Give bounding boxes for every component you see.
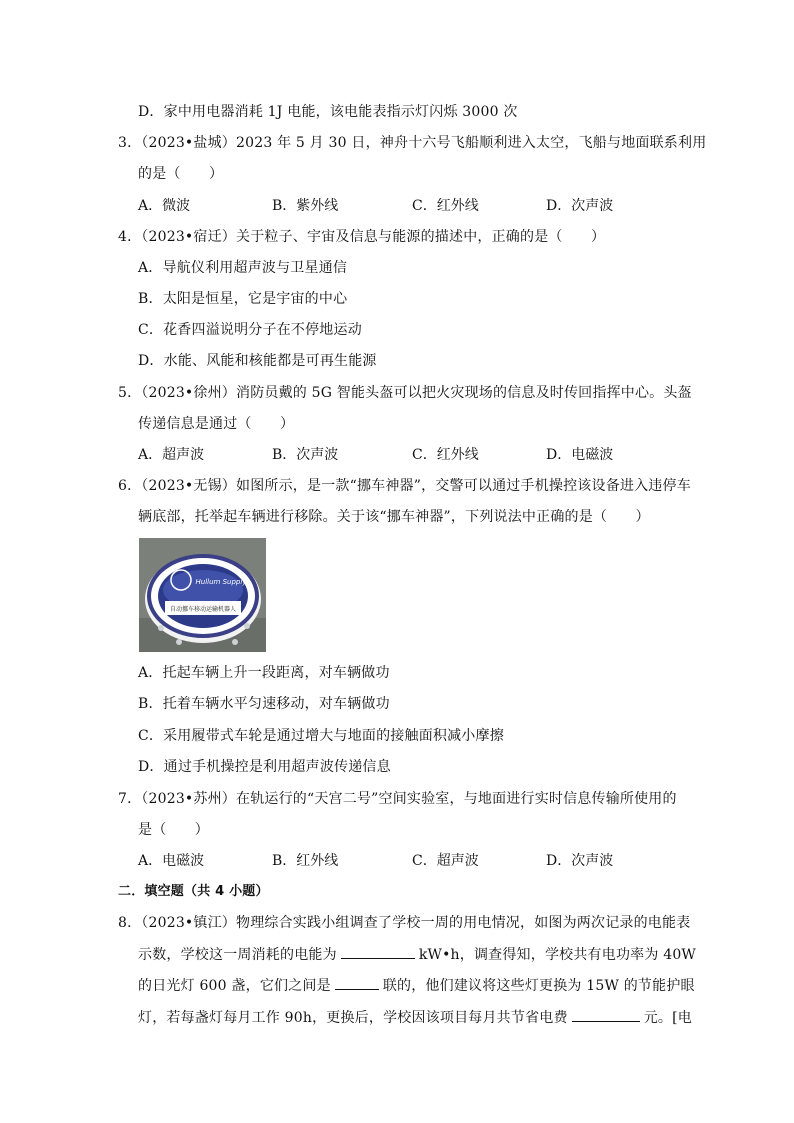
q8-line4-suffix: 元。[电 [643, 1010, 692, 1026]
q6-stem-line2: 辆底部，托举起车辆进行移除。关于该“挪车神器”，下列说法中正确的是（ ） [138, 509, 650, 525]
q6-option-d: D．通过手机操控是利用超声波传递信息 [138, 759, 391, 775]
q7-stem-line2: 是（ ） [138, 822, 209, 838]
q7-option-b: B．红外线 [272, 853, 339, 869]
q8-blank-connection[interactable] [335, 975, 379, 990]
q8-stem-line4 [138, 1007, 692, 1028]
q3-option-b: B．紫外线 [272, 198, 339, 214]
q3-stem-line1: 3．（2023•盐城）2023 年 5 月 30 日，神舟十六号飞船顺利进入太空，飞船与地面联系利用 [118, 135, 707, 151]
q8-line3-prefix: 的日光灯 600 盏，它们之间是 [138, 978, 331, 994]
q4-option-c: C．花香四溢说明分子在不停地运动 [138, 322, 362, 338]
q7-stem-line1: 7．（2023•苏州）在轨运行的“天宫二号”空间实验室，与地面进行实时信息传输所使用的 [118, 791, 677, 807]
figure-brand-text: Hullum Supply [195, 578, 247, 586]
q5-option-a: A．超声波 [138, 447, 205, 463]
q8-blank-savings[interactable] [572, 1007, 640, 1022]
car-mover-robot-photo [139, 538, 266, 652]
q3-option-a: A．微波 [138, 198, 191, 214]
q5-option-d: D．电磁波 [546, 447, 614, 463]
q5-option-c: C．红外线 [412, 447, 479, 463]
q8-line2-suffix: kW•h，调查得知，学校共有电功率为 40W [418, 947, 697, 963]
q3-option-d: D．次声波 [546, 198, 614, 214]
q4-stem: 4．（2023•宿迁）关于粒子、宇宙及信息与能源的描述中，正确的是（ ） [118, 229, 606, 245]
q3-stem-line2: 的是（ ） [138, 166, 224, 182]
q6-option-a: A．托起车辆上升一段距离，对车辆做功 [138, 665, 390, 681]
q8-blank-energy[interactable] [341, 944, 415, 959]
q4-option-b: B．太阳是恒星，它是宇宙的中心 [138, 291, 348, 307]
q6-option-c: C．采用履带式车轮是通过增大与地面的接触面积减小摩擦 [138, 728, 504, 744]
q6-stem-line1: 6．（2023•无锡）如图所示，是一款“挪车神器”，交警可以通过手机操控该设备进入违停车 [118, 478, 691, 494]
q8-stem-line3 [138, 975, 695, 996]
figure-caption-text: 自动挪车移动运输机器人 [169, 606, 237, 613]
q5-option-b: B．次声波 [272, 447, 339, 463]
q8-line2-prefix: 示数，学校这一周消耗的电能为 [138, 947, 337, 963]
q6-option-b: B．托着车辆水平匀速移动，对车辆做功 [138, 696, 390, 712]
q8-stem-line2 [138, 944, 696, 965]
q2-option-d: D．家中用电器消耗 1J 电能，该电能表指示灯闪烁 3000 次 [138, 104, 518, 120]
q4-option-d: D．水能、风能和核能都是可再生能源 [138, 353, 377, 369]
section-title-fill-blank: 二．填空题（共 4 小题） [118, 884, 269, 899]
q8-line3-suffix: 联的，他们建议将这些灯更换为 15W 的节能护眼 [382, 978, 695, 994]
q5-stem-line2: 传递信息是通过（ ） [138, 416, 295, 432]
q3-option-c: C．红外线 [412, 198, 479, 214]
q7-option-c: C．超声波 [412, 853, 479, 869]
q8-line4-prefix: 灯，若每盏灯每月工作 90h，更换后，学校因该项目每月共节省电费 [138, 1010, 568, 1026]
car-mover-robot-illustration [139, 538, 266, 652]
q5-stem-line1: 5．（2023•徐州）消防员戴的 5G 智能头盔可以把火灾现场的信息及时传回指挥中心。头盔 [118, 385, 692, 401]
q7-option-d: D．次声波 [546, 853, 614, 869]
q8-stem-line1: 8．（2023•镇江）物理综合实践小组调查了学校一周的用电情况，如图为两次记录的电能表 [118, 915, 691, 931]
q4-option-a: A．导航仪利用超声波与卫星通信 [138, 260, 348, 276]
q7-option-a: A．电磁波 [138, 853, 205, 869]
